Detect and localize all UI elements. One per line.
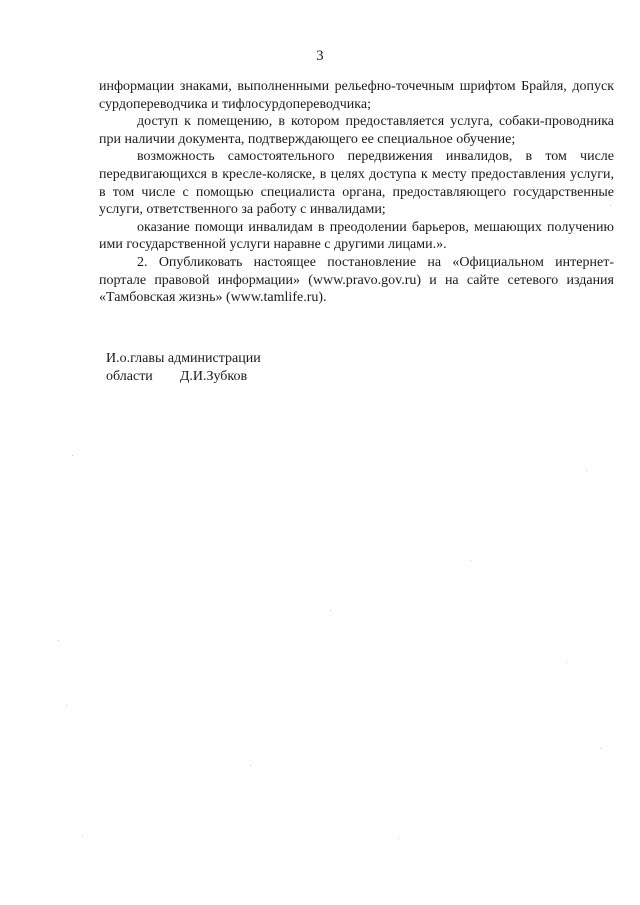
page-number: 3 (316, 48, 324, 64)
signature-title-line: И.о.главы администрации (106, 351, 261, 366)
paragraph-guide-dog-access: доступ к помещению, в котором предоставляется услуга, собаки-проводника при наличии документа, подтверждающего ее специальное обучение; (99, 114, 614, 147)
signature-name-line (106, 368, 261, 386)
signature-region-label: области (106, 368, 153, 384)
signature-block (106, 350, 261, 385)
document-body (99, 78, 614, 307)
signatory-name: Д.И.Зубков (179, 368, 248, 384)
paragraph-independent-movement: возможность самостоятельного передвижения инвалидов, в том числе передвигающихся в кресле-коляске, в целях доступа к месту предоставления услуги, в том числе с помощью специалиста органа, предоставляющего государственные услуги, ответственного за работу с инвалидами; (99, 149, 614, 218)
paragraph-braille-continuation: информации знаками, выполненными рельефно-точечным шрифтом Брайля, допуск сурдопереводчика и тифлосурдопереводчика; (99, 79, 614, 112)
paragraph-publication-order: 2. Опубликовать настоящее постановление на «Официальном интернет-портале правовой информации» (www.pravo.gov.ru) и на сайте сетевого издания «Тамбовская жизнь» (www.tamlife.ru). (99, 254, 614, 306)
paragraph-barrier-assistance: оказание помощи инвалидам в преодолении барьеров, мешающих получению ими государственной услуги наравне с другими лицами.». (99, 219, 614, 253)
